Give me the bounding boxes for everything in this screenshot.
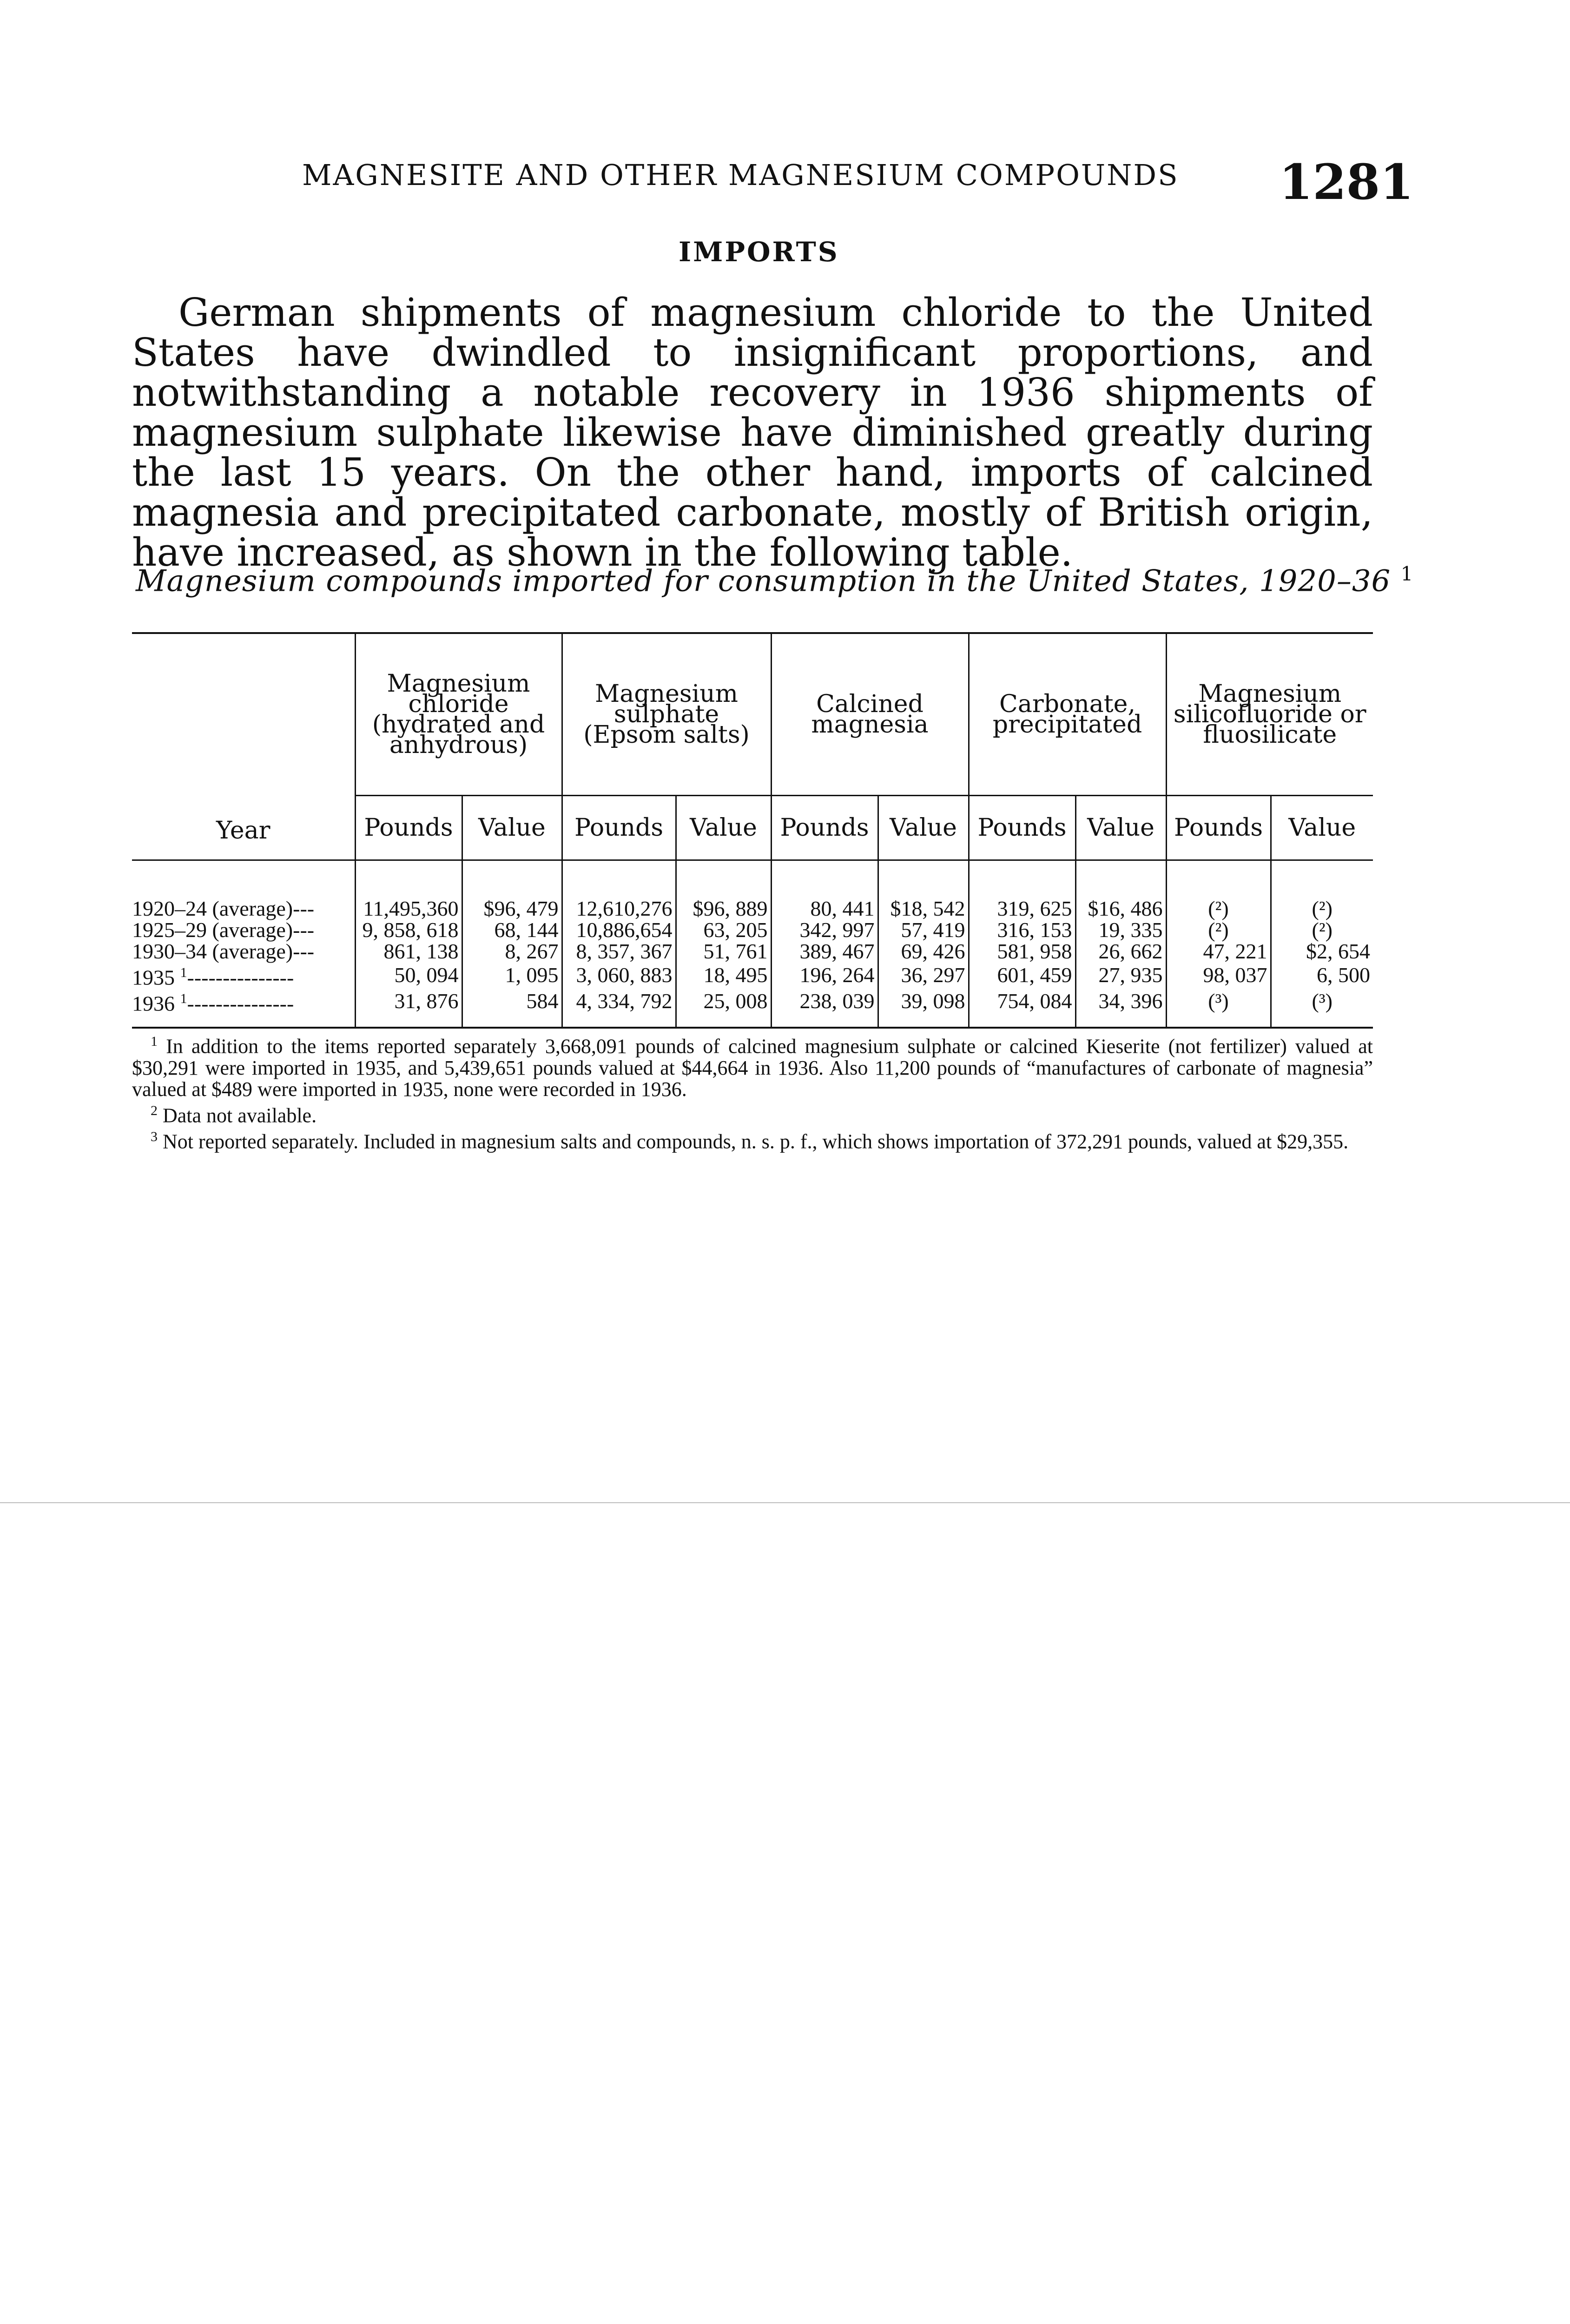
footnote	[132, 1126, 1373, 1153]
running-title: MAGNESITE AND OTHER MAGNESIUM COMPOUNDS	[302, 158, 1179, 192]
cell: 1, 095	[462, 962, 562, 988]
cell: (²)	[1166, 919, 1271, 941]
cell: 18, 495	[676, 962, 771, 988]
cell: $18, 542	[878, 860, 969, 920]
table-row	[132, 941, 1373, 962]
footnote-text: Not reported separately. Included in magnesium salts and compounds, n. s. p. f., which shows importation of 372,291 pounds, valued at $29,355.	[163, 1130, 1349, 1153]
cell: 196, 264	[771, 962, 878, 988]
footnote-mark: 3	[151, 1129, 158, 1145]
cell: 861, 138	[355, 941, 462, 962]
cell: 389, 467	[771, 941, 878, 962]
row-year-note: 1	[180, 965, 187, 980]
cell: $2, 654	[1271, 941, 1373, 962]
cell: 98, 037	[1166, 962, 1271, 988]
unit-header-value: Value	[1271, 796, 1373, 860]
cell: 25, 008	[676, 988, 771, 1027]
cell: (³)	[1166, 988, 1271, 1027]
cell: 39, 098	[878, 988, 969, 1027]
group-header-carbonate: Carbonate, precipitated	[969, 633, 1166, 796]
cell: 31, 876	[355, 988, 462, 1027]
table-caption	[136, 562, 1413, 598]
cell: 754, 084	[969, 988, 1075, 1027]
intro-paragraph: German shipments of magnesium chloride to the United States have dwindled to insignificant proportions, and notwithstanding a notable recovery in 1936 shipments of magnesium sulphate likewise have diminished greatly during the last 15 years. On the other hand, imports of calcined magnesia and precipitated carbonate, mostly of British origin, have increased, as shown in the following table.	[132, 290, 1373, 575]
footnote	[132, 1031, 1373, 1100]
cell: 68, 144	[462, 919, 562, 941]
cell: 8, 267	[462, 941, 562, 962]
cell: 47, 221	[1166, 941, 1271, 962]
cell: 80, 441	[771, 860, 878, 920]
cell: 316, 153	[969, 919, 1075, 941]
section-heading: IMPORTS	[679, 236, 839, 268]
footnote-text: In addition to the items reported separately 3,668,091 pounds of calcined magnesium sulphate or calcined Kieserite (not fertilizer) valued at $30,291 were imported in 1935, and 5,439,651 pounds valued at $44,664 in 1936. Also 11,200 pounds of “manufactures of carbonate of magnesia” valued at $489 were imported in 1935, none were recorded in 1936.	[132, 1035, 1373, 1101]
cell: (³)	[1271, 988, 1373, 1027]
unit-header-value: Value	[462, 796, 562, 860]
cell: 36, 297	[878, 962, 969, 988]
table-row	[132, 919, 1373, 941]
cell: 11,495,360	[355, 860, 462, 920]
table-caption-text: Magnesium compounds imported for consumption in the United States, 1920–36	[136, 564, 1391, 599]
cell: 69, 426	[878, 941, 969, 962]
cell: 601, 459	[969, 962, 1075, 988]
row-year: 1930–34 (average)	[132, 939, 293, 963]
page-fold-line	[0, 1502, 1570, 1503]
group-header-chloride: Magnesium chloride (hydrated and anhydrous)	[355, 633, 562, 796]
imports-table-container	[132, 632, 1373, 1029]
row-year-label: 1930–34 (average)---	[132, 939, 315, 963]
cell: 581, 958	[969, 941, 1075, 962]
cell: (²)	[1166, 860, 1271, 920]
unit-header-value: Value	[1075, 796, 1166, 860]
cell: 51, 761	[676, 941, 771, 962]
cell: 8, 357, 367	[562, 941, 676, 962]
cell: 12,610,276	[562, 860, 676, 920]
cell: 584	[462, 988, 562, 1027]
cell: 50, 094	[355, 962, 462, 988]
row-year: 1935	[132, 965, 175, 990]
unit-header-pounds: Pounds	[969, 796, 1075, 860]
cell: 63, 205	[676, 919, 771, 941]
cell: 34, 396	[1075, 988, 1166, 1027]
footnote	[132, 1100, 1373, 1127]
cell: 9, 858, 618	[355, 919, 462, 941]
unit-header-value: Value	[676, 796, 771, 860]
table-row	[132, 860, 1373, 920]
group-header-calcined: Calcined magnesia	[771, 633, 969, 796]
cell: 27, 935	[1075, 962, 1166, 988]
cell: 19, 335	[1075, 919, 1166, 941]
footnote-mark: 2	[151, 1103, 158, 1118]
table-caption-note: 1	[1400, 562, 1414, 585]
row-year-label: 1935 $^1$---------------	[132, 965, 294, 990]
group-header-row	[132, 633, 1373, 796]
year-header: Year	[132, 633, 355, 860]
unit-header-value: Value	[878, 796, 969, 860]
cell: 319, 625	[969, 860, 1075, 920]
unit-header-pounds: Pounds	[355, 796, 462, 860]
row-year-label: 1920–24 (average)---	[132, 897, 315, 920]
row-year: 1920–24 (average)	[132, 897, 293, 920]
cell: 26, 662	[1075, 941, 1166, 962]
cell: 4, 334, 792	[562, 988, 676, 1027]
row-year: 1925–29 (average)	[132, 918, 293, 942]
row-year-note: 1	[180, 991, 187, 1007]
page-number: 1281	[1279, 153, 1414, 211]
cell: 238, 039	[771, 988, 878, 1027]
cell: $96, 889	[676, 860, 771, 920]
unit-header-pounds: Pounds	[562, 796, 676, 860]
table-row	[132, 988, 1373, 1027]
cell: (²)	[1271, 860, 1373, 920]
cell: 6, 500	[1271, 962, 1373, 988]
cell: $96, 479	[462, 860, 562, 920]
imports-table	[132, 632, 1373, 1029]
cell: 10,886,654	[562, 919, 676, 941]
row-year-label: 1925–29 (average)---	[132, 918, 315, 942]
unit-header-pounds: Pounds	[1166, 796, 1271, 860]
footnotes	[132, 1031, 1373, 1153]
group-header-sulphate: Magnesium sulphate (Epsom salts)	[562, 633, 771, 796]
table-row	[132, 962, 1373, 988]
row-year: 1936	[132, 991, 175, 1016]
footnote-text: Data not available.	[163, 1104, 317, 1127]
cell: 342, 997	[771, 919, 878, 941]
row-year-label: 1936 $^1$---------------	[132, 991, 294, 1016]
cell: 3, 060, 883	[562, 962, 676, 988]
cell: $16, 486	[1075, 860, 1166, 920]
unit-header-pounds: Pounds	[771, 796, 878, 860]
group-header-silicofluoride: Magnesium silicofluoride or fluosilicate	[1166, 633, 1373, 796]
cell: (²)	[1271, 919, 1373, 941]
cell: 57, 419	[878, 919, 969, 941]
footnote-mark: 1	[151, 1034, 158, 1049]
